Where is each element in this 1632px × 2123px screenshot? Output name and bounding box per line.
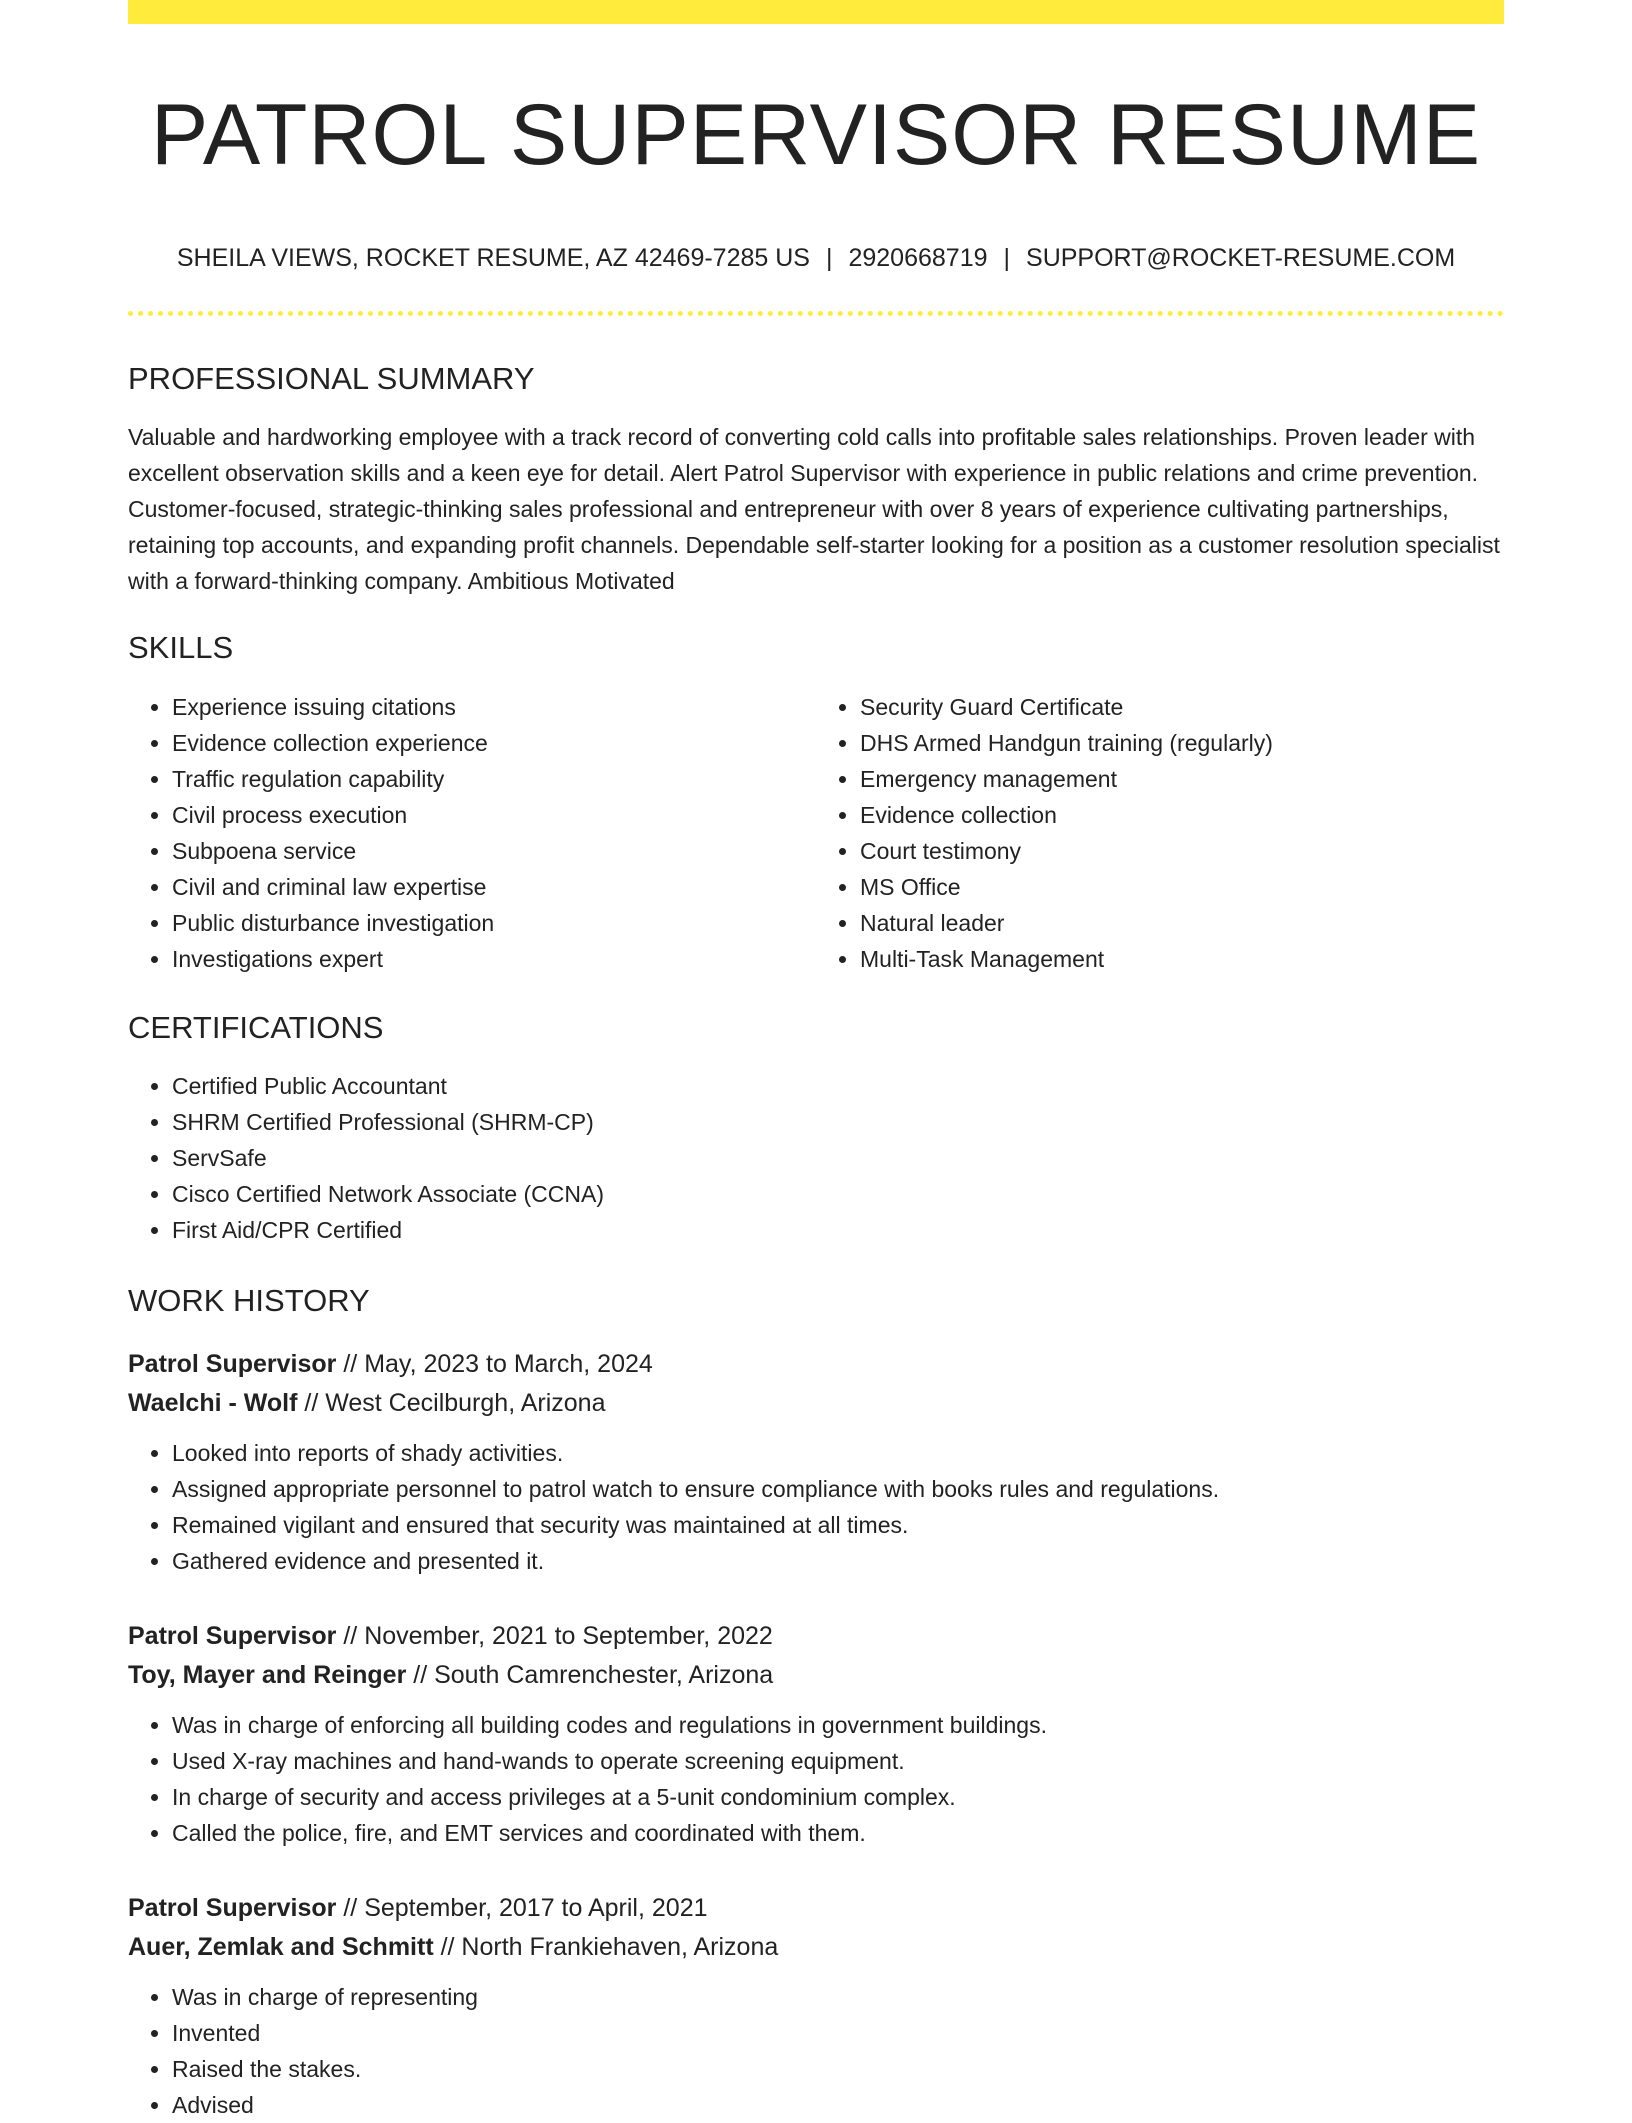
skill-item: • DHS Armed Handgun training (regularly) xyxy=(860,725,1504,761)
skill-item: • Evidence collection experience xyxy=(172,725,816,761)
summary-text: Valuable and hardworking employee with a track record of converting cold calls into profitable sales relationships. Proven leader with excellent observation skills and a keen eye for detail. Alert Patrol Supervisor with experience in public relations and crime prevention. Customer-focused, strategic-thinking sales professional and entrepreneur with over 8 years of experience cultivating partnerships, retaining top accounts, and expanding profit channels. Dependable self-starter looking for a position as a customer resolution specialist with a forward-thinking company. Ambitious Motivated xyxy=(128,424,1500,595)
job-duty-item: • In charge of security and access privileges at a 5-unit condominium complex. xyxy=(172,1779,1504,1815)
job-company-line xyxy=(128,1384,1504,1423)
job-duties-list xyxy=(128,1707,1504,1851)
job-duty-item: • Invented xyxy=(172,2015,1504,2051)
skills-list-right xyxy=(816,689,1504,977)
job-duty-item: • Advised xyxy=(172,2087,1504,2123)
certification-item: • ServSafe xyxy=(172,1140,1504,1176)
skill-item: • Investigations expert xyxy=(172,941,816,977)
job-entry xyxy=(128,1345,1504,1579)
skill-item: • MS Office xyxy=(860,869,1504,905)
skills-list-left xyxy=(128,689,816,977)
job-company-line xyxy=(128,1656,1504,1695)
skill-item: • Civil and criminal law expertise xyxy=(172,869,816,905)
job-dates: // September, 2017 to April, 2021 xyxy=(343,1893,708,1922)
job-duty-item: • Assigned appropriate personnel to patrol watch to ensure compliance with books rules and regulations. xyxy=(172,1471,1504,1507)
job-title-line xyxy=(128,1889,1504,1928)
skill-item: • Public disturbance investigation xyxy=(172,905,816,941)
skill-item: • Evidence collection xyxy=(860,797,1504,833)
job-duty-item: • Was in charge of representing xyxy=(172,1979,1504,2015)
certification-item: • First Aid/CPR Certified xyxy=(172,1212,1504,1248)
job-company: Waelchi - Wolf xyxy=(128,1388,298,1417)
certification-item: • Certified Public Accountant xyxy=(172,1068,1504,1104)
skill-item: • Civil process execution xyxy=(172,797,816,833)
skill-item: • Court testimony xyxy=(860,833,1504,869)
job-company-line xyxy=(128,1928,1504,1967)
skill-item: • Natural leader xyxy=(860,905,1504,941)
job-title: Patrol Supervisor xyxy=(128,1621,337,1650)
job-location: // North Frankiehaven, Arizona xyxy=(440,1932,779,1961)
skill-item: • Multi-Task Management xyxy=(860,941,1504,977)
accent-top-bar xyxy=(128,0,1504,24)
job-title-line xyxy=(128,1617,1504,1656)
job-entry xyxy=(128,1889,1504,2123)
job-duty-item: • Used X-ray machines and hand-wands to operate screening equipment. xyxy=(172,1743,1504,1779)
work-history-heading: WORK HISTORY xyxy=(128,1282,370,1318)
job-location: // West Cecilburgh, Arizona xyxy=(304,1388,606,1417)
summary-heading: PROFESSIONAL SUMMARY xyxy=(128,361,535,397)
job-company: Toy, Mayer and Reinger xyxy=(128,1660,407,1689)
certifications-heading: CERTIFICATIONS xyxy=(128,1009,384,1045)
contact-email: SUPPORT@ROCKET-RESUME.COM xyxy=(1026,244,1456,273)
job-location: // South Camrenchester, Arizona xyxy=(413,1660,774,1689)
page-title: PATROL SUPERVISOR RESUME xyxy=(150,87,1482,183)
skill-item: • Subpoena service xyxy=(172,833,816,869)
skills-columns xyxy=(128,689,1504,977)
job-duty-item: • Gathered evidence and presented it. xyxy=(172,1543,1504,1579)
job-duty-item: • Was in charge of enforcing all building codes and regulations in government buildings. xyxy=(172,1707,1504,1743)
job-entry xyxy=(128,1617,1504,1851)
skill-item: • Security Guard Certificate xyxy=(860,689,1504,725)
skill-item: • Traffic regulation capability xyxy=(172,761,816,797)
job-title: Patrol Supervisor xyxy=(128,1349,337,1378)
resume-page xyxy=(128,0,1504,2123)
certifications-list xyxy=(128,1068,1504,1248)
contact-address: SHEILA VIEWS, ROCKET RESUME, AZ 42469-7285 US xyxy=(176,244,810,273)
job-duty-item: • Looked into reports of shady activities. xyxy=(172,1435,1504,1471)
job-title-line xyxy=(128,1345,1504,1384)
job-duties-list xyxy=(128,1435,1504,1579)
job-dates: // May, 2023 to March, 2024 xyxy=(343,1349,653,1378)
job-title: Patrol Supervisor xyxy=(128,1893,337,1922)
contact-line xyxy=(128,243,1504,273)
skill-item: • Emergency management xyxy=(860,761,1504,797)
certification-item: • SHRM Certified Professional (SHRM-CP) xyxy=(172,1104,1504,1140)
job-duty-item: • Remained vigilant and ensured that security was maintained at all times. xyxy=(172,1507,1504,1543)
job-duties-list xyxy=(128,1979,1504,2123)
dotted-divider xyxy=(128,311,1504,316)
contact-separator: | xyxy=(825,244,833,273)
job-duty-item: • Raised the stakes. xyxy=(172,2051,1504,2087)
contact-phone: 2920668719 xyxy=(848,244,988,273)
contact-separator: | xyxy=(1003,244,1011,273)
skills-heading: SKILLS xyxy=(128,630,234,666)
certification-item: • Cisco Certified Network Associate (CCNA) xyxy=(172,1176,1504,1212)
job-dates: // November, 2021 to September, 2022 xyxy=(343,1621,773,1650)
skill-item: • Experience issuing citations xyxy=(172,689,816,725)
job-duty-item: • Called the police, fire, and EMT services and coordinated with them. xyxy=(172,1815,1504,1851)
job-company: Auer, Zemlak and Schmitt xyxy=(128,1932,434,1961)
